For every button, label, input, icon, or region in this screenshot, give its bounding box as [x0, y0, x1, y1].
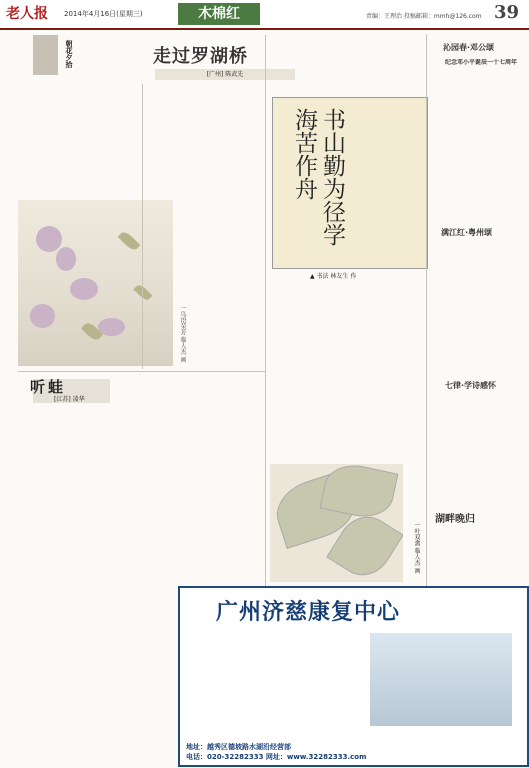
section-divider [18, 371, 266, 372]
page-number: 39 [493, 2, 519, 23]
sidebar-text [433, 527, 517, 591]
column-divider [426, 34, 427, 591]
sidebar-heading: 湖畔晚归 [435, 514, 475, 525]
column-divider [142, 84, 143, 369]
author-portrait [33, 35, 58, 75]
section-title: 木棉红 [178, 3, 260, 25]
ad-phone: 电话：020-32282333 网址：www.32282333.com [186, 753, 367, 761]
flower-painting [18, 200, 173, 366]
article-title: 走过罗湖桥 [153, 46, 248, 67]
subarticle-byline: [江苏] 凌华 [54, 396, 85, 403]
hospital-building-image [370, 633, 512, 726]
article-text-block [34, 88, 136, 194]
sidebar-text [433, 76, 517, 216]
ad-body-text [189, 628, 354, 740]
painting-caption: 一鸟语荣芳 临人杰 画 [179, 305, 186, 363]
rehab-center-ad [178, 586, 529, 767]
ad-title: 广州济慈康复中心 [216, 600, 401, 625]
calligraphy-text: 书山勤为径学海苦作舟 [291, 108, 345, 246]
ad-address: 地址：越秀区德坡路水湖沿经营部 [186, 743, 291, 751]
sidebar-heading: 沁园春·邓公颂 [443, 43, 495, 52]
article-byline: [广州] 陈武先 [155, 69, 295, 80]
sidebar-text [433, 397, 517, 502]
subarticle-text-block [270, 401, 424, 463]
subarticle-title: 听蛙 [30, 378, 67, 396]
newspaper-logo: 老人报 [6, 6, 48, 22]
subarticle-text-block [34, 410, 136, 755]
sidebar-text [433, 244, 517, 368]
sidebar-heading: 七律·学诗感怀 [445, 381, 497, 390]
page-header [0, 0, 529, 30]
bird-caption: 一叶双禽 临人杰 画 [413, 522, 420, 574]
sidebar [427, 34, 523, 591]
editor-line: 责编：王理治 投稿邮箱：mmh@126.com [366, 13, 482, 20]
calligraphy-caption: ▲ 书法 林友生 作 [310, 273, 357, 280]
banana-painting [270, 464, 403, 582]
sidebar-heading: 满江红·粤州颂 [441, 228, 493, 237]
article-text-block [270, 284, 424, 376]
issue-date: 2014年4月16日(星期三) [64, 10, 143, 18]
column-label: 朝花夕拾 [65, 40, 73, 68]
calligraphy-artwork [272, 97, 428, 269]
sidebar-subheading: 纪念邓小平诞辰一十七周年 [445, 59, 518, 66]
